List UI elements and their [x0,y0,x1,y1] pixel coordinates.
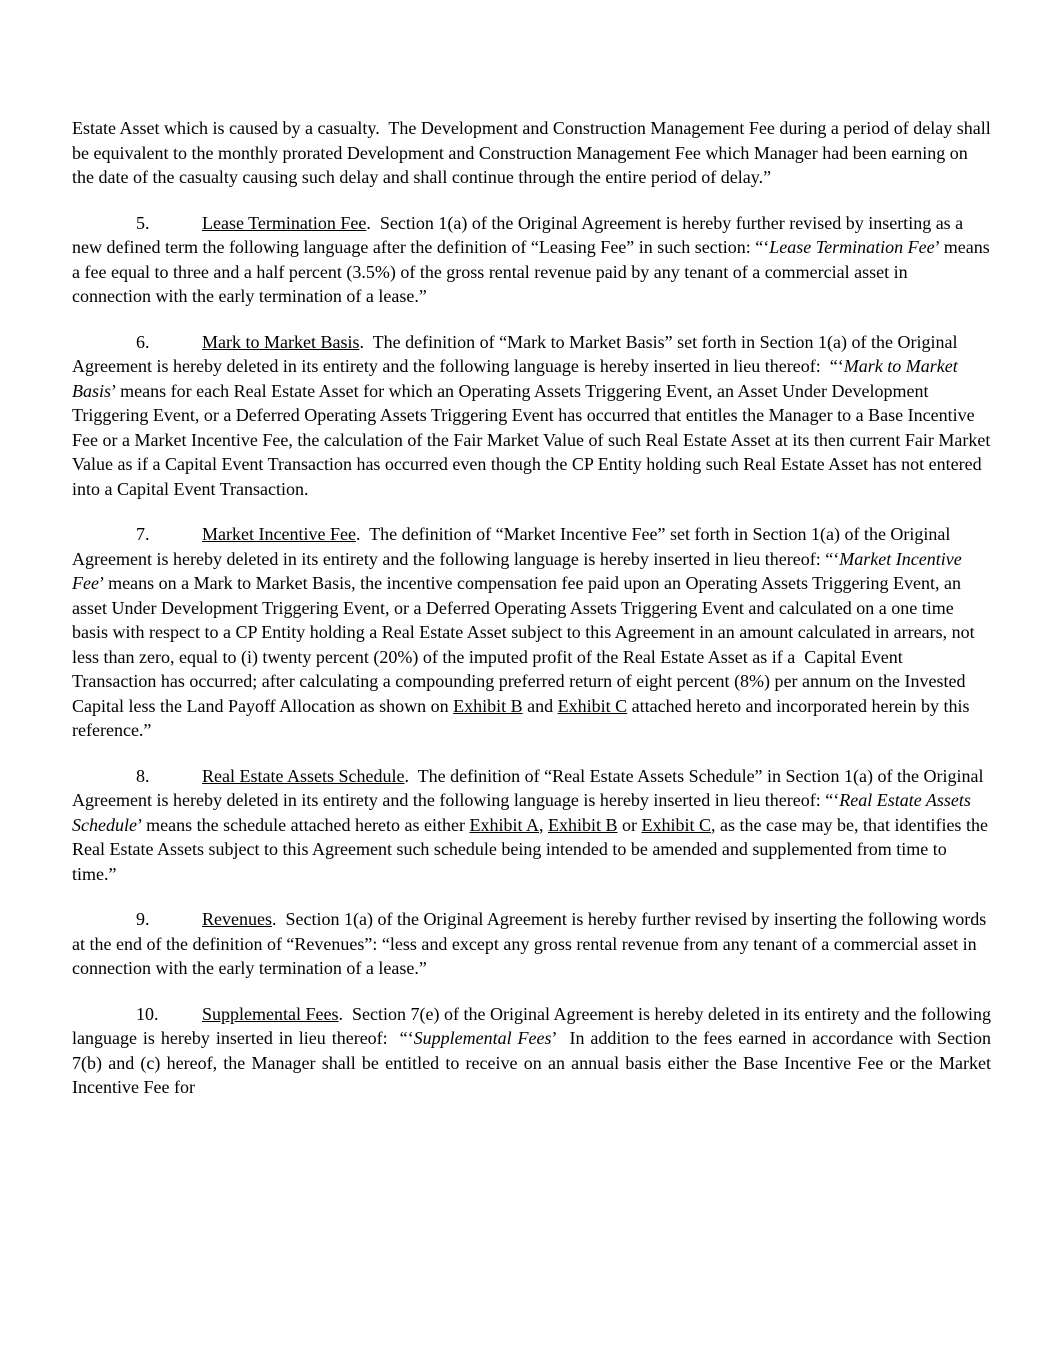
underlined-term: Exhibit C [641,814,712,835]
paragraph-number: 8. [136,765,150,786]
underlined-term: Exhibit C [557,695,628,716]
text-run: . Section 1(a) of the Original Agreement is hereby further revised by inserting as a new defined term the following language after the definition of “Leasing Fee” in such section: “‘ [72,212,964,257]
paragraph-intro [72,116,991,190]
text-run: . The definition of “Market Incentive Fee” set forth in Section 1(a) of the Original Agreement is hereby deleted in its entirety and the following language is hereby inserted in lieu thereof: “‘ [72,524,951,569]
text-run: . Section 7(e) of the Original Agreement is hereby deleted in its entirety and the following language is hereby inserted in lieu thereof: “‘ [72,1003,991,1048]
text-run: , [539,814,548,835]
underlined-term: Supplemental Fees [202,1003,339,1024]
document-content [72,116,991,1121]
text-run: . The definition of “Real Estate Assets Schedule” in Section 1(a) of the Original Agreement is hereby deleted in its entirety and the following language is hereby inserted in lieu thereof: “‘ [72,765,984,810]
italic-defined-term: Mark to Market Basis [72,356,958,401]
underlined-term: Market Incentive Fee [202,524,356,544]
underlined-term: Exhibit B [548,814,618,835]
underlined-term: Real Estate Assets Schedule [202,765,405,786]
text-run: or [617,814,642,835]
paragraph-number: 5. [136,212,150,233]
italic-defined-term: Lease Termination Fee [769,237,935,257]
italic-defined-term: Market Incentive Fee [72,548,962,593]
italic-defined-term: Real Estate Assets Schedule [72,790,971,835]
underlined-term: Revenues [202,909,272,929]
paragraph-8 [72,764,991,887]
paragraph-number: 10. [136,1003,159,1024]
paragraph-9 [72,907,991,981]
underlined-term: Exhibit A [469,814,539,835]
underlined-term: Mark to Market Basis [202,331,360,352]
paragraph-number: 6. [136,331,150,352]
paragraph-number: 9. [136,909,150,929]
text-run: ’ means a fee equal to three and a half percent (3.5%) of the gross rental revenue paid by any tenant of a commercial asset in connection with the early termination of a lease.” [72,237,990,306]
text-run: ’ means for each Real Estate Asset for which an Operating Assets Triggering Event, an Asset Under Development Triggering Event, or a Deferred Operating Assets Triggering Event has occurred that entitles the Manager to a Base Incentive Fee or a Market Incentive Fee, the calculation of the Fair Market Value of such Real Estate Asset at its then current Fair Market Value as if a Capital Event Transaction has occurred even though the CP Entity holding such Real Estate Asset has not entered into a Capital Event Transaction. [72,380,991,499]
text-run: attached hereto and incorporated herein by this reference.” [72,695,970,740]
text-run: Estate Asset which is caused by a casualty. The Development and Construction Management Fee during a period of delay shall be equivalent to the monthly prorated Development and Construction Management Fee which Manager had been earning on the date of the casualty causing such delay and shall continue through the entire period of delay.” [72,118,991,187]
text-run: . Section 1(a) of the Original Agreement is hereby further revised by inserting the following words at the end of the definition of “Revenues”: “less and except any gross rental revenue from any tenant of a commercial asset in connection with the early termination of a lease.” [72,909,987,978]
text-run: and [522,695,558,716]
paragraph-5 [72,211,991,309]
underlined-term: Lease Termination Fee [202,212,367,233]
italic-defined-term: Supplemental Fees [413,1028,552,1048]
text-run: ’ means on a Mark to Market Basis, the incentive compensation fee paid upon an Operating Assets Triggering Event, an asset Under Development Triggering Event, or a Deferred Operating Assets Triggering Event and calculated on a one time basis with respect to a CP Entity holding a Real Estate Asset subject to this Agreement in an amount calculated in arrears, not less than zero, equal to (i) twenty percent (20%) of the imputed profit of the Real Estate Asset as if a Capital Event Transaction has occurred; after calculating a compounding preferred return of eight percent (8%) per annum on the Invested Capital less the Land Payoff Allocation as shown on [72,573,975,716]
paragraph-10 [72,1002,991,1100]
paragraph-number: 7. [136,524,150,544]
underlined-term: Exhibit B [453,695,523,716]
paragraph-6 [72,330,991,502]
paragraph-7 [72,522,991,743]
text-run: . The definition of “Mark to Market Basis” set forth in Section 1(a) of the Original Agreement is hereby deleted in its entirety and the following language is hereby inserted in lieu thereof: “‘ [72,331,958,376]
text-run: ’ In addition to the fees earned in accordance with Section 7(b) and (c) hereof, the Manager shall be entitled to receive on an annual basis either the Base Incentive Fee or the Market Incentive Fee for [72,1028,992,1097]
text-run: ’ means the schedule attached hereto as either [136,814,470,835]
text-run: , as the case may be, that identifies the Real Estate Assets subject to this Agreement such schedule being intended to be amended and supplemented from time to time.” [72,814,988,884]
